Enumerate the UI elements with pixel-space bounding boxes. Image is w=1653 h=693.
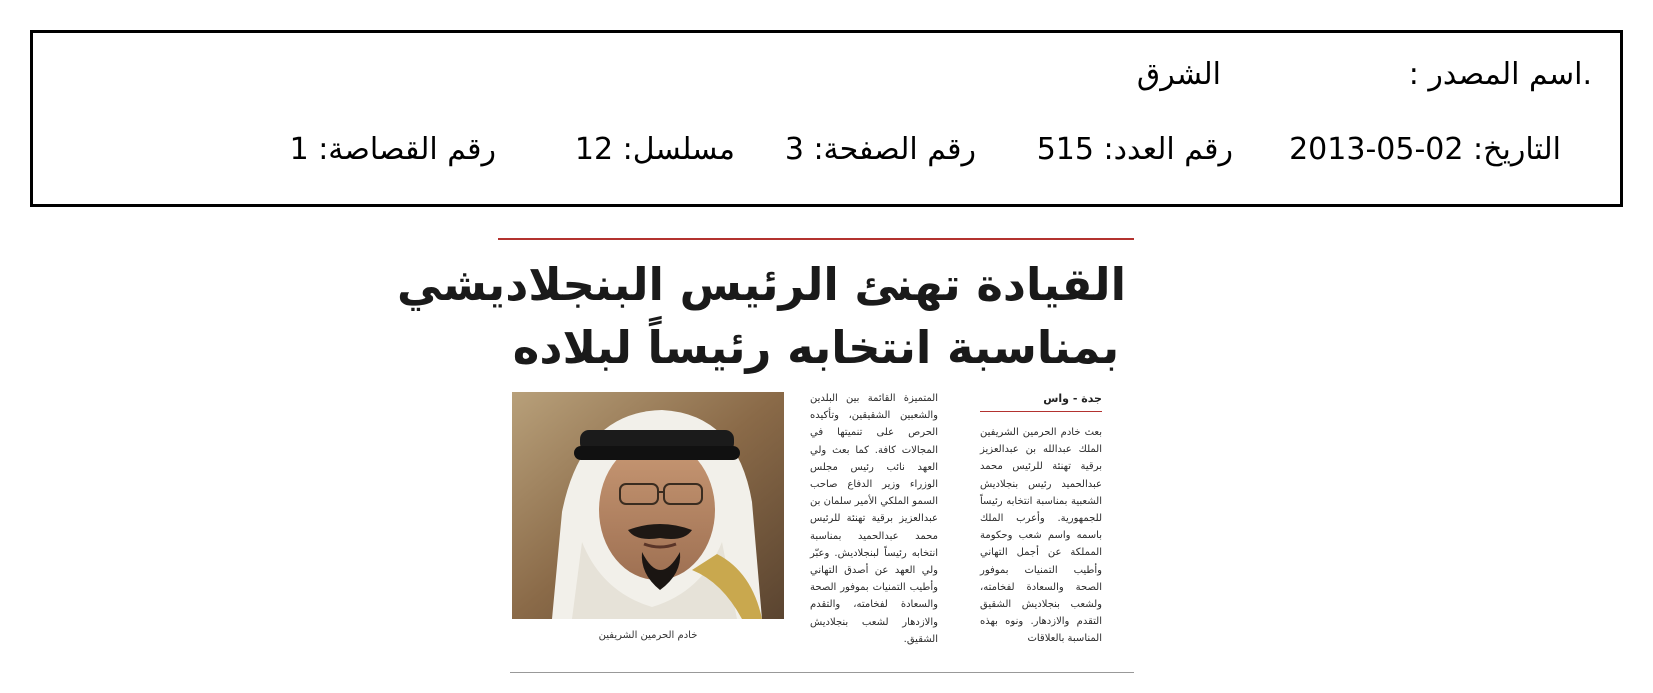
article-text-middle: المتميزة القائمة بين البلدين والشعبين الشقيقين، وتأكيده الحرص على تنميتها في المجالات كافة. كما بعث ولي العهد نائب رئيس مجلس الوزراء وزير الدفاع صاحب السمو الملكي الأمير سلمان بن عبدالعزيز برقية تهنئة للرئيس محمد عبدالحميد بمناسبة انتخابه رئيساً لبنجلاديش. وعبّر ولي العهد عن أصدق التهاني وأطيب التمنيات بموفور الصحة والسعادة لفخامته، والتقدم والازدهار لشعب بنجلاديش الشقيق. [810, 393, 938, 645]
clipping-info-box [30, 30, 1623, 207]
serial-field: مسلسل: 12 [574, 132, 735, 167]
source-label: .اسم المصدر : [1408, 57, 1592, 92]
photo-caption: خادم الحرمين الشريفين [598, 630, 698, 641]
article-column-right [980, 424, 1102, 648]
headline-line-1: القيادة تهنئ الرئيس البنجلاديشي [396, 258, 1126, 311]
newspaper-clipping [396, 238, 1134, 674]
article-photo [512, 392, 784, 619]
date-field: التاريخ: 02-05-2013 [1289, 132, 1561, 167]
page-number-field: رقم الصفحة: 3 [784, 132, 976, 167]
source-value: الشرق [1136, 57, 1221, 92]
issue-number-field: رقم العدد: 515 [1036, 132, 1233, 167]
article-dateline: جدة - واس [980, 392, 1102, 412]
clipping-number-field: رقم القصاصة: 1 [289, 132, 496, 167]
clipping-top-rule [498, 238, 1134, 240]
portrait-image [512, 392, 784, 619]
clipping-bottom-rule [510, 672, 1134, 673]
headline-line-2: بمناسبة انتخابه رئيساً لبلاده [512, 321, 1120, 374]
article-column-middle [810, 390, 938, 648]
article-text-right: بعث خادم الحرمين الشريفين الملك عبدالله بن عبدالعزيز برقية تهنئة للرئيس محمد عبدالحميد رئيس بنجلاديش الشعبية بمناسبة انتخابه رئيساً للجمهورية. وأعرب الملك باسمه واسم شعب وحكومة المملكة عن أجمل التهاني وأطيب التمنيات بموفور الصحة والسعادة لفخامته، ولشعب بنجلاديش الشقيق التقدم والازدهار. ونوه بهذه المناسبة بالعلاقات [980, 427, 1102, 645]
